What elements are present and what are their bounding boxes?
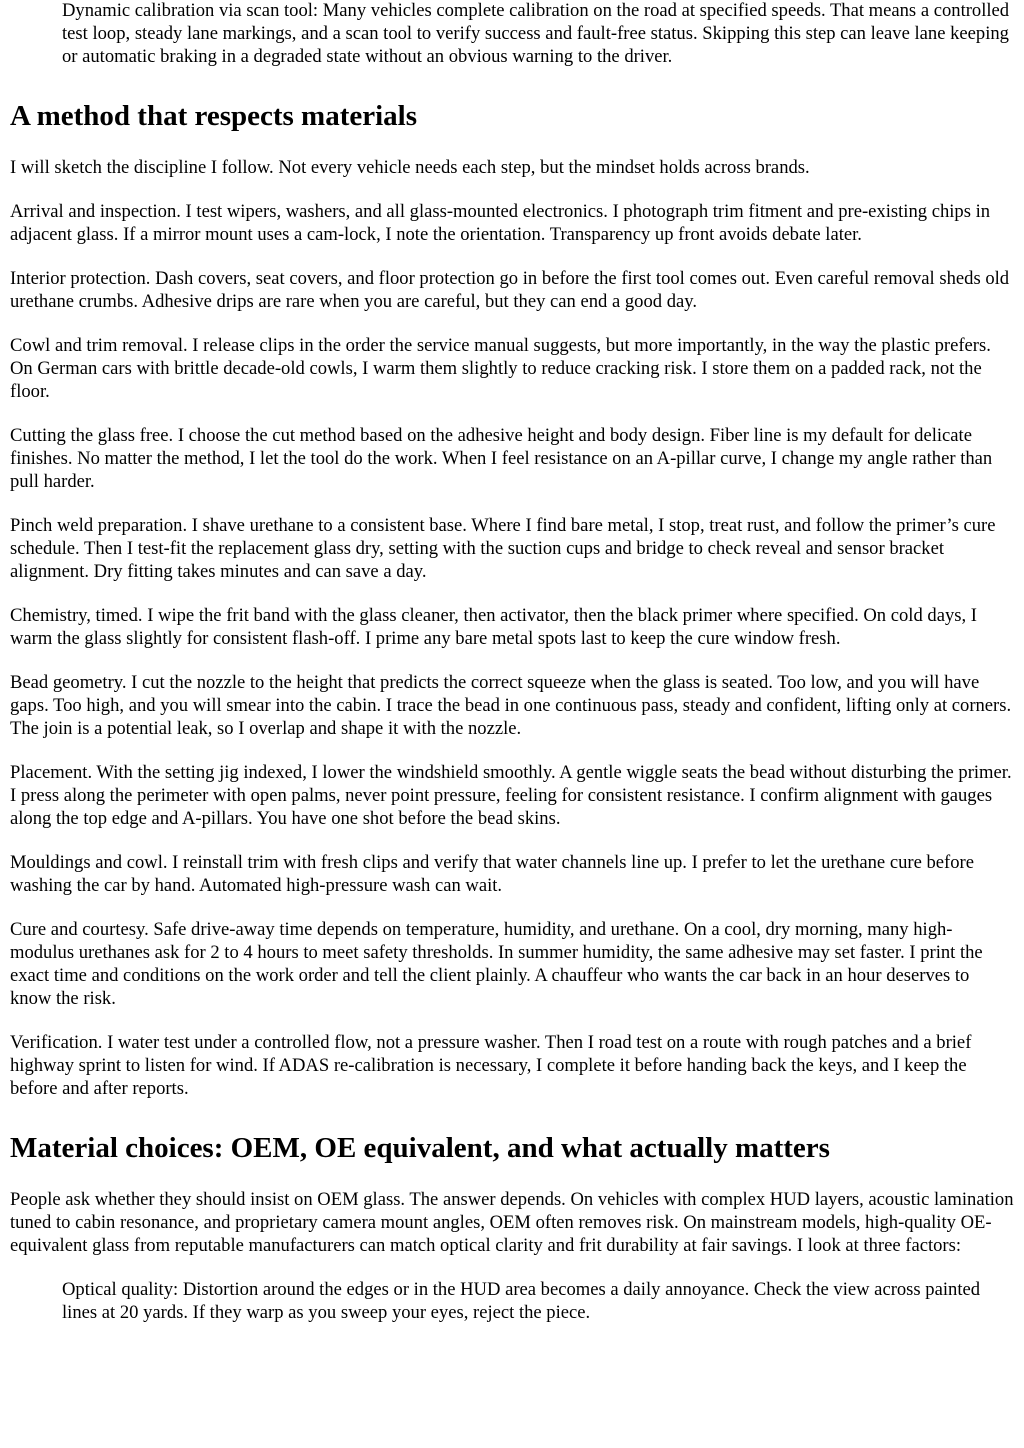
paragraph: Cutting the glass free. I choose the cut method based on the adhesive height and body design. Fiber line is my default for delicate finishes. No matter the method, I let the tool do the work. When I feel resistance on an A-pillar curve, I change my angle rather than pull harder. xyxy=(10,425,993,492)
list xyxy=(10,1278,1014,1324)
paragraph: Placement. With the setting jig indexed, I lower the windshield smoothly. A gentle wiggle seats the bead without disturbing the primer. I press along the perimeter with open palms, never point pressure, feeling for consistent resistance. I confirm alignment with gauges along the top edge and A-pillars. You have one shot before the bead skins. xyxy=(10,762,1012,829)
paragraph: Interior protection. Dash covers, seat covers, and floor protection go in before the first tool comes out. Even careful removal sheds old urethane crumbs. Adhesive drips are rare when you are careful, but they can end a good day. xyxy=(10,268,1010,312)
paragraph: Chemistry, timed. I wipe the frit band with the glass cleaner, then activator, then the black primer where specified. On cold days, I warm the glass slightly for consistent flash-off. I prime any bare metal spots last to keep the cure window fresh. xyxy=(10,605,977,649)
section-body xyxy=(10,1188,1014,1257)
paragraph: Cowl and trim removal. I release clips in the order the service manual suggests, but more importantly, in the way the plastic prefers. On German cars with brittle decade-old cowls, I warm them slightly to reduce cracking risk. I store them on a padded rack, not the floor. xyxy=(10,335,991,402)
section-body xyxy=(10,156,1014,1100)
section-heading: Material choices: OEM, OE equivalent, and what actually matters xyxy=(10,1132,830,1164)
list-item: Dynamic calibration via scan tool: Many vehicles complete calibration on the road at specified speeds. That means a controlled test loop, steady lane markings, and a scan tool to verify success and fault-free status. Skipping this step can leave lane keeping or automatic braking in a degraded state without an obvious warning to the driver. xyxy=(62,0,1010,67)
paragraph: Arrival and inspection. I test wipers, washers, and all glass-mounted electronics. I photograph trim fitment and pre-existing chips in adjacent glass. If a mirror mount uses a cam-lock, I note the orientation. Transparency up front avoids debate later. xyxy=(10,201,991,245)
paragraph: Cure and courtesy. Safe drive-away time depends on temperature, humidity, and urethane. On a cool, dry morning, many high-modulus urethanes ask for 2 to 4 hours to meet safety thresholds. In summer humidity, the same adhesive may set faster. I print the exact time and conditions on the work order and tell the client plainly. A chauffeur who wants the car back in an hour deserves to know the risk. xyxy=(10,919,983,1009)
paragraph: People ask whether they should insist on OEM glass. The answer depends. On vehicles with complex HUD layers, acoustic lamination tuned to cabin resonance, and proprietary camera mount angles, OEM often removes risk. On mainstream models, high-quality OE-equivalent glass from reputable manufacturers can match optical clarity and frit durability at fair savings. I look at three factors: xyxy=(10,1189,1014,1256)
paragraph: Pinch weld preparation. I shave urethane to a consistent base. Where I find bare metal, I stop, treat rust, and follow the primer’s cure schedule. Then I test-fit the replacement glass dry, setting with the suction cups and bridge to check reveal and sensor bracket alignment. Dry fitting takes minutes and can save a day. xyxy=(10,515,996,582)
paragraph: Verification. I water test under a controlled flow, not a pressure washer. Then I road test on a route with rough patches and a brief highway sprint to listen for wind. If ADAS re-calibration is necessary, I complete it before handing back the keys, and I keep the before and after reports. xyxy=(10,1032,972,1099)
section-heading: A method that respects materials xyxy=(10,100,418,132)
paragraph: Mouldings and cowl. I reinstall trim with fresh clips and verify that water channels line up. I prefer to let the urethane cure before washing the car by hand. Automated high-pressure wash can wait. xyxy=(10,852,974,896)
paragraph: I will sketch the discipline I follow. Not every vehicle needs each step, but the mindset holds across brands. xyxy=(10,157,810,178)
paragraph: Bead geometry. I cut the nozzle to the height that predicts the correct squeeze when the glass is seated. Too low, and you will have gaps. Too high, and you will smear into the cabin. I trace the bead in one continuous pass, steady and confident, lifting only at corners. The join is a potential leak, so I overlap and shape it with the nozzle. xyxy=(10,672,1012,739)
list-item: Optical quality: Distortion around the edges or in the HUD area becomes a daily annoyance. Check the view across painted lines at 20 yards. If they warp as you sweep your eyes, reject the piece. xyxy=(62,1279,981,1323)
